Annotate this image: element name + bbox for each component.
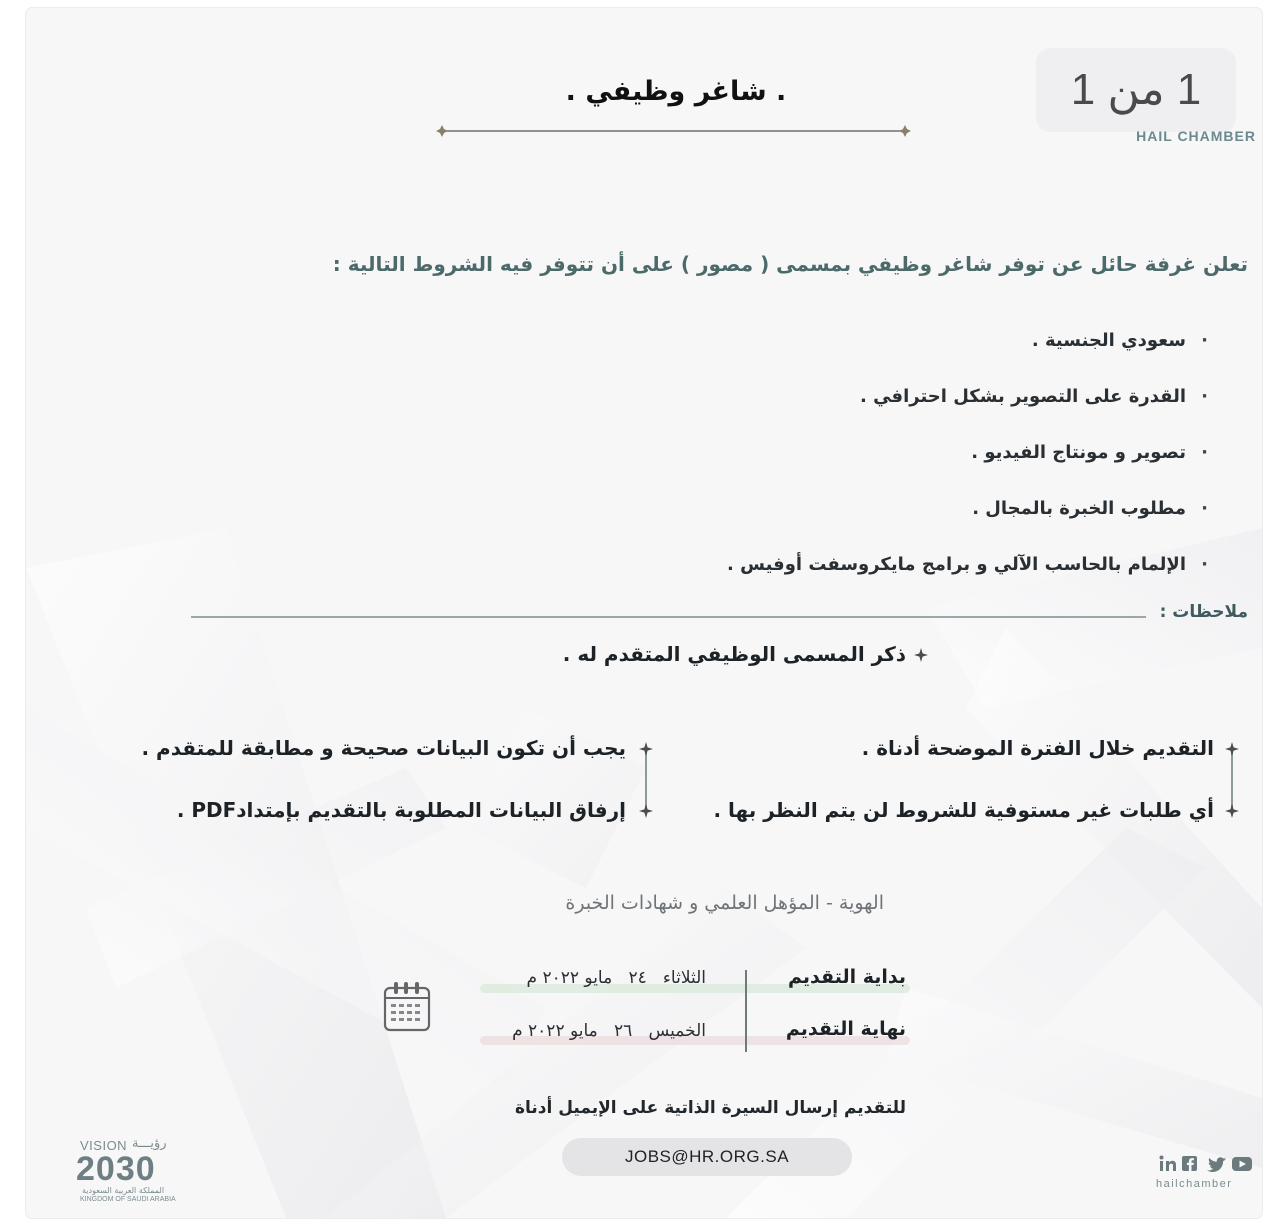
youtube-icon[interactable] — [1232, 1157, 1252, 1171]
calendar-icon — [382, 980, 432, 1034]
intro-text: تعلن غرفة حائل عن توفر شاغر وظيفي بمسمى ( مصور ) على أن تتوفر فيه الشروط التالية : — [332, 252, 1248, 276]
end-date-value: الخميس ٢٦ مايو ٢٠٢٢ م — [512, 1021, 706, 1041]
title-divider — [436, 125, 911, 137]
list-item: · مطلوب الخبرة بالمجال . — [426, 494, 1186, 550]
list-item: · القدرة على التصوير بشكل احترافي . — [426, 382, 1186, 438]
vision-2030-logo — [76, 1136, 186, 1208]
sparkle-icon — [1225, 804, 1239, 818]
notes-right-connector — [1231, 752, 1233, 812]
sparkle-icon — [639, 804, 653, 818]
start-date-value: الثلاثاء ٢٤ مايو ٢٠٢٢ م — [526, 968, 706, 988]
sparkle-icon — [639, 742, 653, 756]
end-date-label: نهاية التقديم — [785, 1018, 906, 1040]
vision-country-ar: المملكة العربية السعودية — [82, 1186, 165, 1195]
page-indicator: 1 من 1 — [1036, 48, 1236, 132]
facebook-icon[interactable] — [1182, 1156, 1197, 1171]
list-item: · الإلمام بالحاسب الآلي و برامج مايكروسفت أوفيس . — [426, 550, 1186, 606]
bullet: · — [1201, 330, 1208, 351]
page-title: . شاغر وظيفي . — [565, 76, 787, 107]
linkedin-icon[interactable] — [1160, 1156, 1177, 1172]
dates-divider — [745, 970, 747, 1052]
vision-arabic: رؤيـــة — [132, 1136, 167, 1151]
vision-country-en: KINGDOM OF SAUDI ARABIA — [80, 1196, 176, 1203]
bullet: · — [1201, 554, 1208, 575]
list-item: · سعودي الجنسية . — [426, 326, 1186, 382]
vision-year: 2030 — [76, 1150, 156, 1188]
apply-instructions: للتقديم إرسال السيرة الذاتية على الإيميل أدناة — [514, 1098, 906, 1118]
bullet: · — [1201, 498, 1208, 519]
notes-divider — [191, 616, 1146, 618]
social-icons — [1158, 1154, 1254, 1174]
note-application-period: التقديم خلال الفترة الموضحة أدناة . — [861, 736, 1214, 760]
start-date-label: بداية التقديم — [788, 966, 906, 988]
job-announcement-card — [26, 8, 1262, 1218]
list-item: · تصوير و مونتاج الفيديو . — [426, 438, 1186, 494]
requirements-list — [426, 326, 1208, 606]
note-pdf-attachment: إرفاق البيانات المطلوبة بالتقديم بإمتدادPDF . — [176, 798, 626, 822]
note-title-mention: ذكر المسمى الوظيفي المتقدم له . — [562, 642, 906, 666]
email-address[interactable]: JOBS@HR.ORG.SA — [562, 1138, 852, 1176]
sparkle-icon — [1225, 742, 1239, 756]
social-handle: hailchamber — [1156, 1178, 1233, 1190]
notes-left-connector — [645, 752, 647, 812]
note-incomplete-applications: أي طلبات غير مستوفية للشروط لن يتم النظر بها . — [713, 798, 1214, 822]
required-documents: الهوية - المؤهل العلمي و شهادات الخبرة — [565, 892, 884, 914]
notes-label: ملاحظات : — [1159, 602, 1248, 622]
brand-name: HAIL CHAMBER — [1136, 128, 1256, 144]
vision-word: VISION — [80, 1138, 128, 1153]
bullet: · — [1201, 386, 1208, 407]
bullet: · — [1201, 442, 1208, 463]
sparkle-icon — [914, 648, 928, 662]
note-data-accuracy: يجب أن تكون البيانات صحيحة و مطابقة للمتقدم . — [141, 736, 626, 760]
twitter-icon[interactable] — [1207, 1157, 1226, 1172]
